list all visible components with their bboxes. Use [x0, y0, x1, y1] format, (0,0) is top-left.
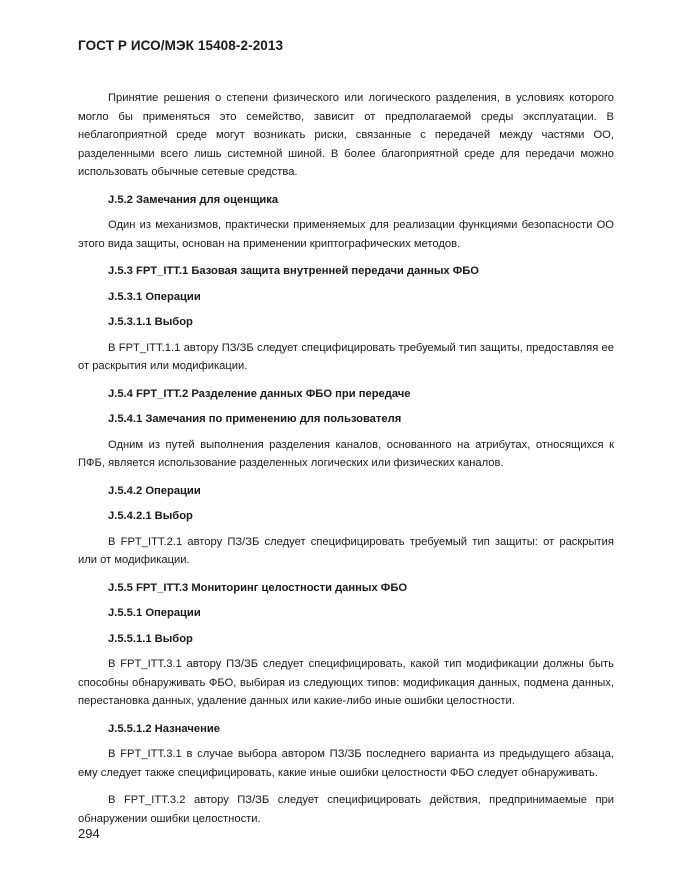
- section-heading: J.5.5.1.1 Выбор: [108, 632, 193, 645]
- section-heading: J.5.3 FPT_ITT.1 Базовая защита внутренней передачи данных ФБО: [108, 265, 480, 277]
- document-body: [78, 89, 614, 837]
- section-heading: J.5.5.1 Операции: [108, 607, 201, 619]
- section-heading: J.5.4.2 Операции: [108, 484, 201, 497]
- section-heading: J.5.2 Замечания для оценщика: [108, 193, 279, 206]
- paragraph: В FPT_ITT.2.1 автору ПЗ/ЗБ следует специфицировать требуемый тип защиты: от раскрытия или от модификации.: [78, 535, 614, 566]
- paragraph: Один из механизмов, практически применяемых для реализации функциями безопасности ОО этого вида защиты, основан на применении криптографических методов.: [78, 219, 614, 250]
- paragraph: В FPT_ITT.3.1 в случае выбора автором ПЗ/ЗБ последнего варианта из предыдущего абзаца, ему следует также специфицировать, какие иные ошибки целостности ФБО следует обнаруживать.: [78, 748, 614, 779]
- paragraph: Одним из путей выполнения разделения каналов, основанного на атрибутах, относящихся к ПФБ, является использование разделенных логических или физических каналов.: [78, 438, 614, 469]
- section-heading: J.5.5 FPT_ITT.3 Мониторинг целостности данных ФБО: [108, 581, 408, 594]
- section-heading: J.5.3.1 Операции: [108, 290, 201, 303]
- paragraph: Принятие решения о степени физического или логического разделения, в условиях которого могло бы применяться это семейство, зависит от предполагаемой среды эксплуатации. В неблагоприятной среде могут возникать риски, связанные с передачей между частями ОО, разделенными всего лишь системной шиной. В более благоприятной среде для передачи можно использовать обычные сетевые средства.: [78, 92, 614, 178]
- document-header: ГОСТ Р ИСО/МЭК 15408-2-2013: [78, 38, 284, 53]
- paragraph: В FPT_ITT.1.1 автору ПЗ/ЗБ следует специфицировать требуемый тип защиты, предоставляя ее от раскрытия или модификации.: [78, 341, 614, 372]
- paragraph: В FPT_ITT.3.1 автору ПЗ/ЗБ следует специфицировать, какой тип модификации должны быть способны обнаруживать ФБО, выбирая из следующих типов: модификация данных, подмена данных, перестановка данных, удаление данных или какие-либо иные ошибки целостности.: [78, 658, 614, 707]
- paragraph: В FPT_ITT.3.2 автору ПЗ/ЗБ следует специфицировать действия, предпринимаемые при обнаружении ошибки целостности.: [78, 794, 614, 825]
- section-heading: J.5.4.1 Замечания по применению для пользователя: [108, 413, 402, 425]
- section-heading: J.5.4 FPT_ITT.2 Разделение данных ФБО при передаче: [108, 387, 411, 400]
- section-heading: J.5.3.1.1 Выбор: [108, 316, 193, 328]
- page-number: 294: [78, 826, 100, 841]
- section-heading: J.5.5.1.2 Назначение: [108, 722, 220, 735]
- section-heading: J.5.4.2.1 Выбор: [108, 510, 193, 522]
